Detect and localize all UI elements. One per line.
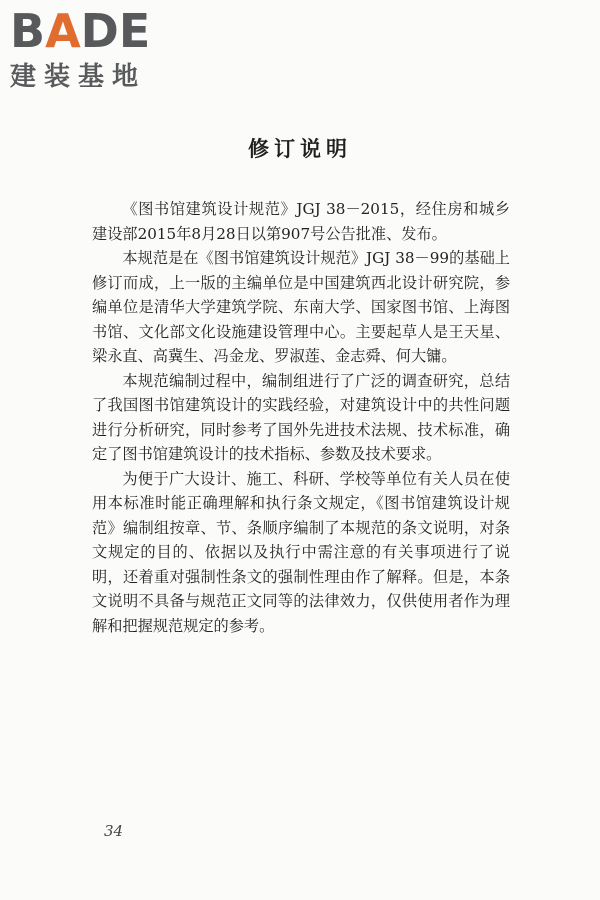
logo-letters-de: DE [80, 4, 151, 58]
logo-letter-b: B [10, 4, 46, 58]
paragraph-approval: 《图书馆建筑设计规范》JGJ 38－2015，经住房和城乡建设部2015年8月28日以第907号公告批准、发布。 [92, 200, 510, 243]
brand-logo [10, 6, 180, 98]
document-body [92, 197, 510, 638]
page-title: 修订说明 [248, 137, 352, 161]
logo-wordmark [10, 6, 180, 56]
paragraph-usage-notes: 为便于广大设计、施工、科研、学校等单位有关人员在使用本标准时能正确理解和执行条文规定，《图书馆建筑设计规范》编制组按章、节、条顺序编制了本规范的条文说明，对条文规定的目的、依据以及执行中需注意的有关事项进行了说明，还着重对强制性条文的强制性理由作了解释。但是，本条文说明不具备与规范正文同等的法律效力，仅供使用者作为理解和把握规范规定的参考。 [92, 469, 510, 635]
page-number: 34 [104, 822, 124, 840]
logo-letter-a-accent: A [45, 4, 81, 58]
paragraph-revision-history: 本规范是在《图书馆建筑设计规范》JGJ 38－99的基础上修订而成，上一版的主编单位是中国建筑西北设计研究院，参编单位是清华大学建筑学院、东南大学、国家图书馆、上海图书馆、文化部文化设施建设管理中心。主要起草人是王天星、梁永直、高冀生、冯金龙、罗淑莲、金志舜、何大镛。 [92, 249, 510, 365]
paragraph-compilation-process: 本规范编制过程中，编制组进行了广泛的调查研究，总结了我国图书馆建筑设计的实践经验，对建筑设计中的共性问题进行分析研究，同时参考了国外先进技术法规、技术标准，确定了图书馆建筑设计的技术指标、参数及技术要求。 [92, 371, 510, 463]
logo-subtitle: 建装基地 [10, 62, 147, 92]
